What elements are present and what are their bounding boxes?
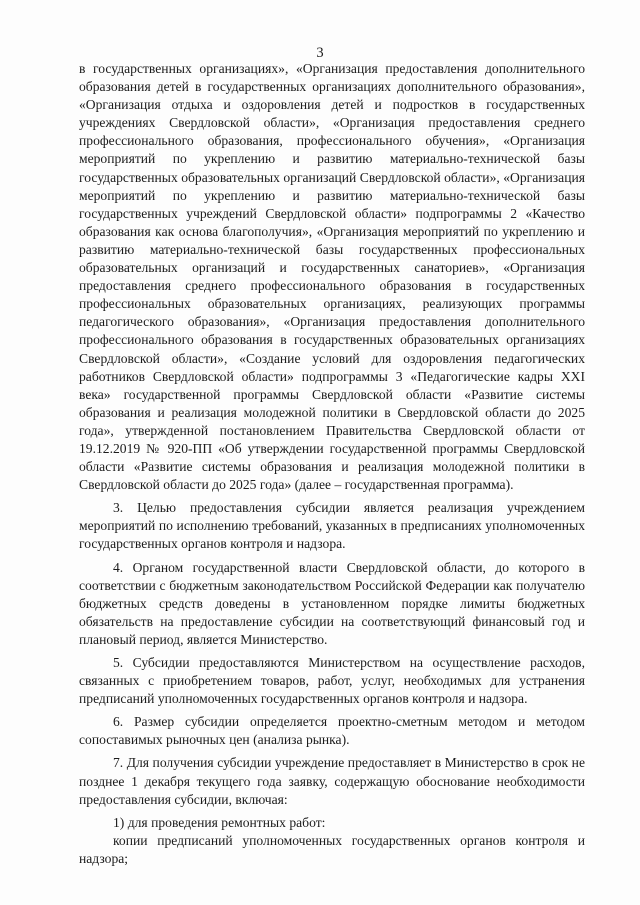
page-number: 3 [316, 45, 324, 61]
paragraph-item-5: 5. Субсидии предоставляются Министерством на осуществление расходов, связанных с приобретением товаров, работ, услуг, необходимых для устранения предписаний уполномоченных государственных органов контроля и надзора. [79, 655, 585, 707]
paragraph-item-6: 6. Размер субсидии определяется проектно-сметным методом и методом сопоставимых рыночных цен (анализа рынка). [79, 714, 585, 748]
paragraph-item-4: 4. Органом государственной власти Свердловской области, до которого в соответствии с бюджетным законодательством Российской Федерации как получателю бюджетных средств доведены в установленном порядке лимиты бюджетных обязательств на предоставление субсидии на соответствующий финансовый год и плановый период, является Министерство. [79, 559, 585, 647]
paragraph-continuation: в государственных организациях», «Организация предоставления дополнительного образования детей в государственных организациях дополнительного образования», «Организация отдыха и оздоровления детей и подростков в государственных учреждениях Свердловской области», «Организация предоставления среднего профессионального образования, профессионального обучения», «Организация мероприятий по укреплению и развитию материально-технической базы государственных образовательных организаций Свердловской области», «Организация мероприятий по укреплению и развитию материально-технической базы государственных учреждений Свердловской области» подпрограммы 2 «Качество образования как основа благополучия», «Организация мероприятий по укреплению и развитию материально-технической базы государственных профессиональных образовательных организаций и государственных санаториев», «Организация предоставления среднего профессионального образования в государственных профессиональных образовательных организациях, реализующих программы педагогического образования», «Организация предоставления дополнительного профессионального образования в государственных образовательных организациях Свердловской области», «Создание условий для оздоровления педагогических работников Свердловской области» подпрограммы 3 «Педагогические кадры XXI века» государственной программы Свердловской области «Развитие системы образования и реализация молодежной политики в Свердловской области до 2025 года», утвержденной постановлением Правительства Свердловской области от 19.12.2019 № 920-ПП «Об утверждении государственной программы Свердловской области «Развитие системы образования и реализация молодежной политики в Свердловской области до 2025 года» (далее – государственная программа). [79, 61, 585, 493]
document-body [79, 60, 585, 873]
subitem-repair-works: 1) для проведения ремонтных работ: [113, 814, 326, 830]
paragraph-item-7: 7. Для получения субсидии учреждение предоставляет в Министерство в срок не позднее 1 декабря текущего года заявку, содержащую обоснование необходимости предоставления субсидии, включая: [79, 755, 585, 807]
paragraph-item-3: 3. Целью предоставления субсидии является реализация учреждением мероприятий по исполнению требований, указанных в предписаниях уполномоченных государственных органов контроля и надзора. [79, 500, 585, 552]
subitem-prescription-copies: копии предписаний уполномоченных государственных органов контроля и надзора; [79, 832, 585, 866]
